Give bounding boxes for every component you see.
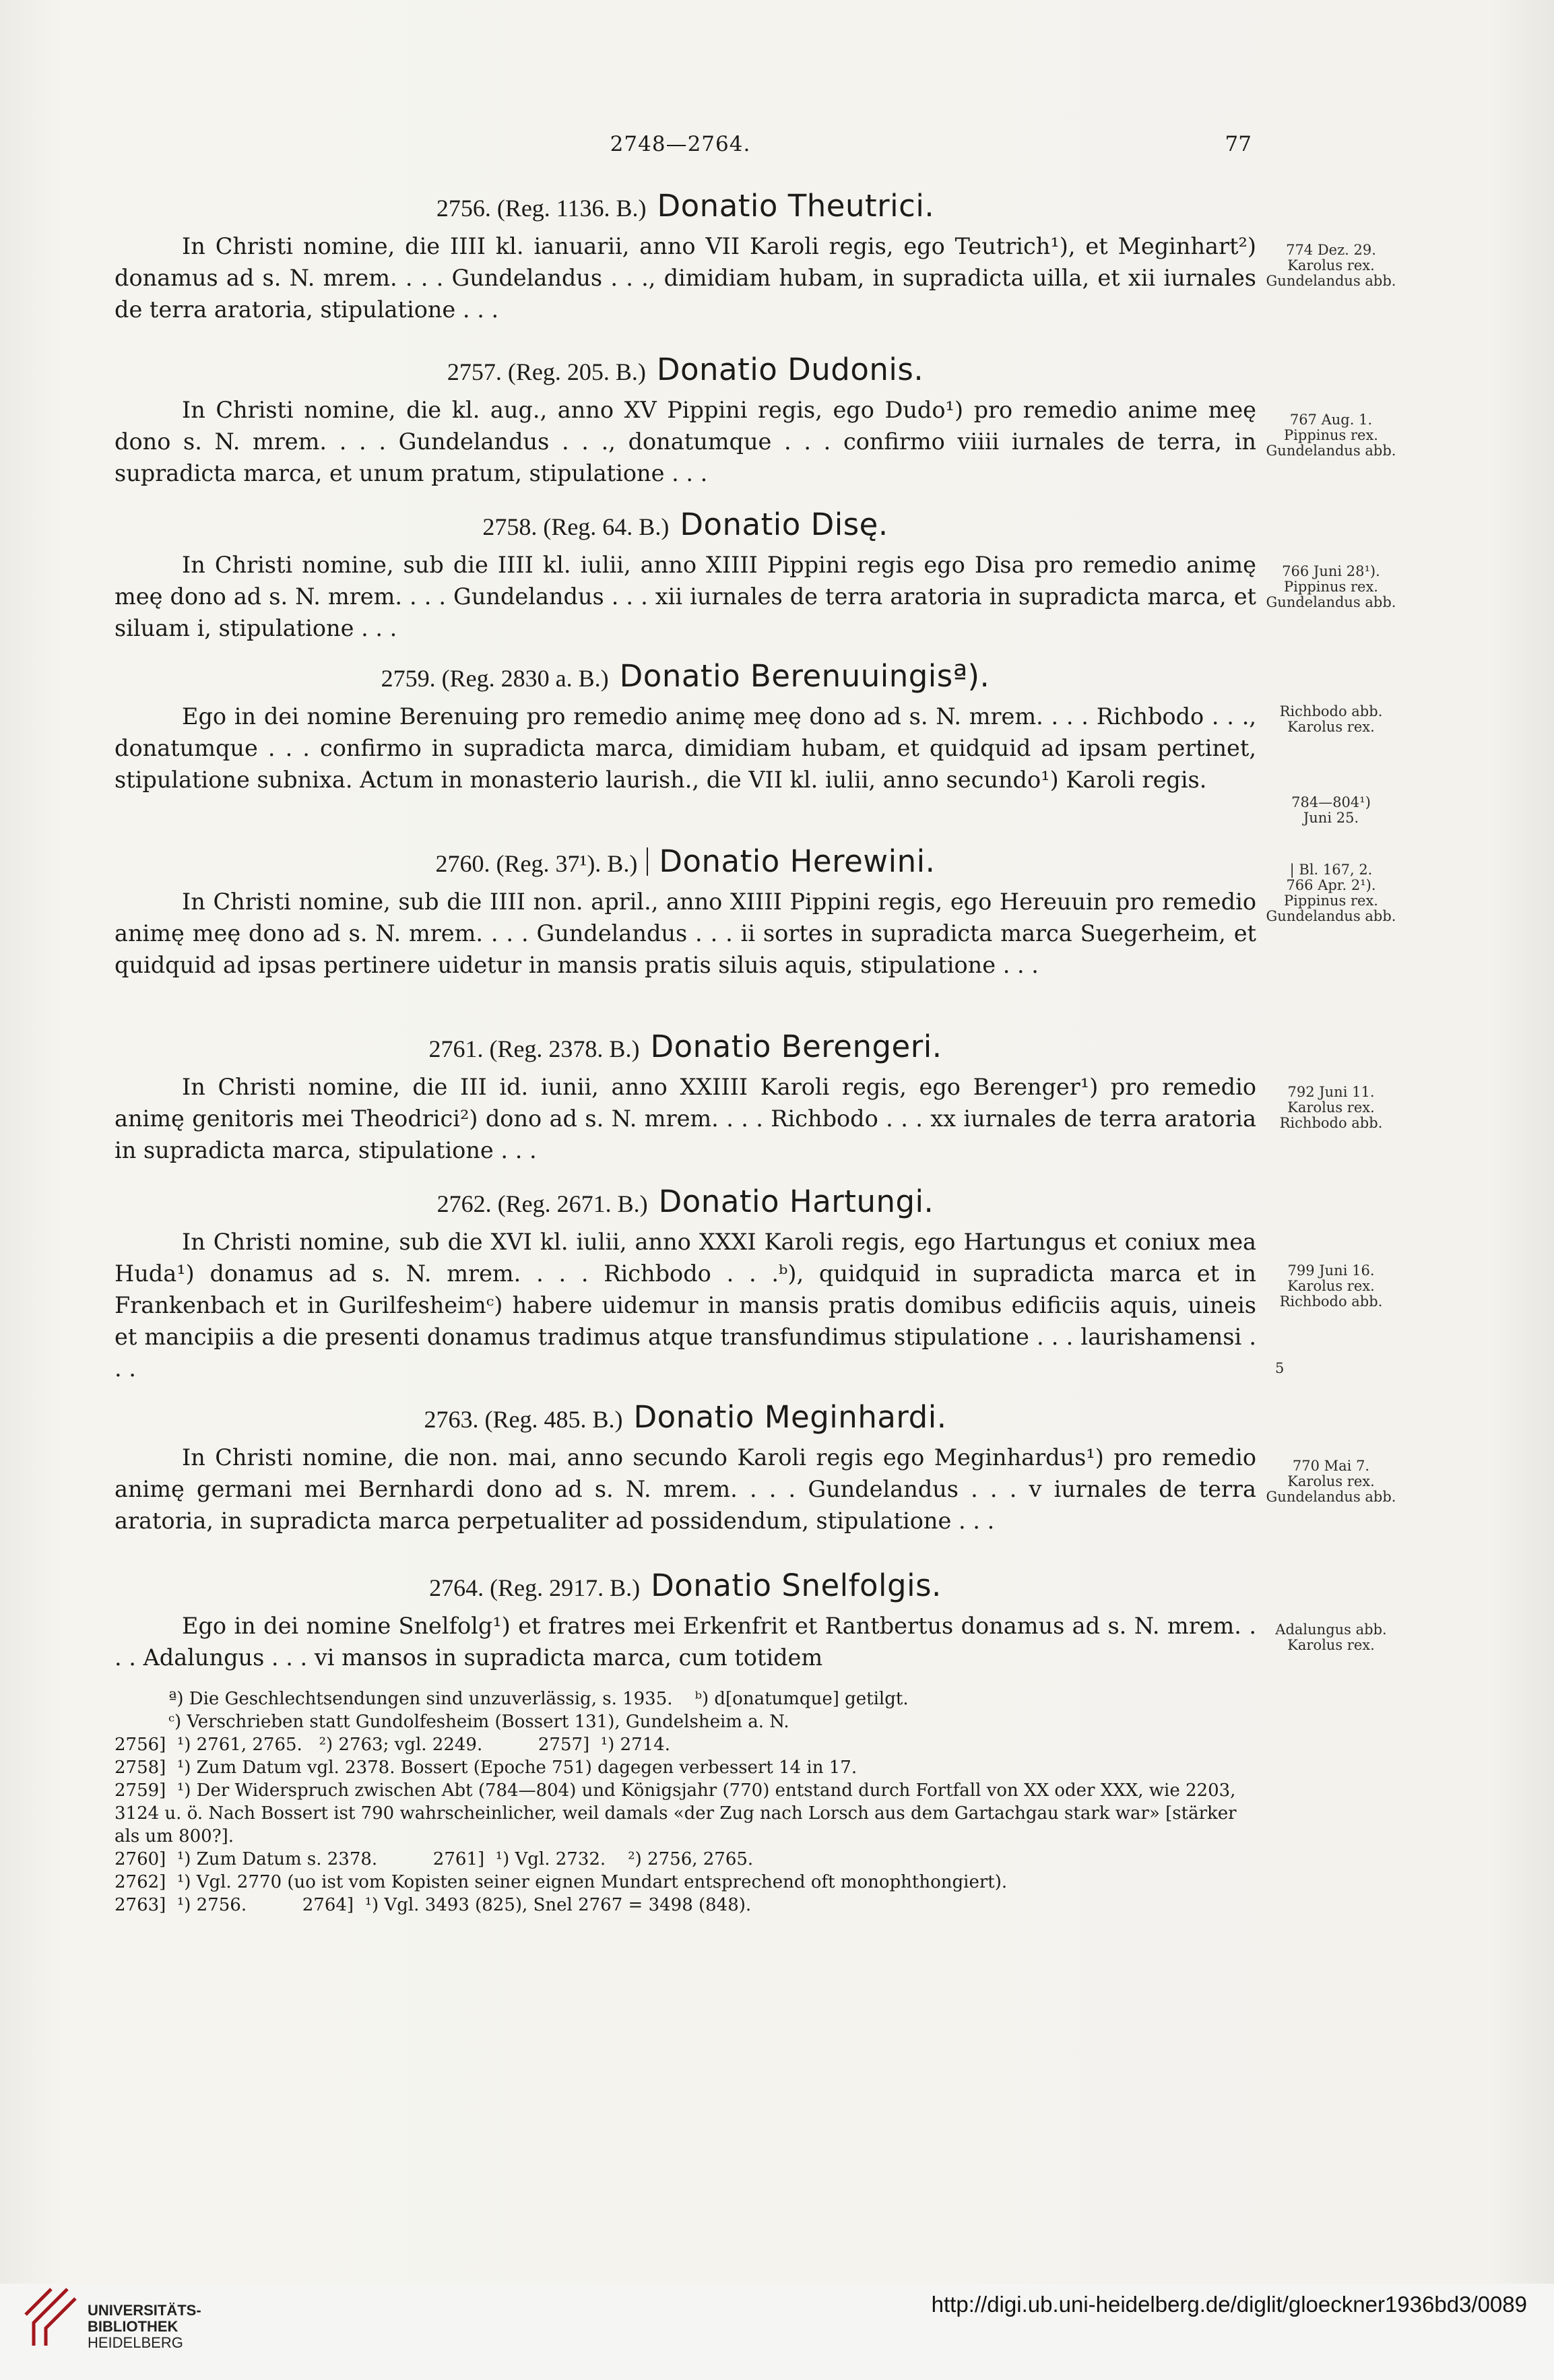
footnotes [115,1687,1260,1917]
viewer-footer [0,2284,1554,2380]
footnote-line: 2758] ¹) Zum Datum vgl. 2378. Bossert (Epoche 751) dagegen verbessert 14 in 17. [115,1758,857,1778]
entry-2759 [115,660,1256,796]
margin-line-number: 5 [1275,1360,1285,1376]
entry-text: In Christi nomine, die IIII kl. ianuarii, anno VII Karoli regis, ego Teutrich¹), et Meginhart²) donamus ad s. N. mrem. . . . Gundelandus . . ., dimidiam hubam, in supradicta uilla, et xii iurnales de terra aratoria, stipulatione . . . [115,233,1256,323]
entry-2762 [115,1186,1256,1384]
margin-note-2757: 767 Aug. 1. Pippinus rex. Gundelandus abb. [1266,412,1396,459]
footnote-line: 2756] ¹) 2761, 2765. ²) 2763; vgl. 2249. 2757] ¹) 2714. [115,1735,670,1755]
entry-text: Ego in dei nomine Berenuing pro remedio animę meę dono ad s. N. mrem. . . . Richbodo . . ., donatumque . . . confirmo in supradicta marca, dimidiam hubam, et quidquid ad ipsam pertinet, stipulatione subnixa. Actum in monasterio laurish., die VII kl. iulii, anno secundo¹) Karoli regis. [115,703,1256,793]
margin-note-2756: 774 Dez. 29. Karolus rex. Gundelandus abb. [1266,242,1396,289]
page-number: 77 [1225,132,1252,156]
entry-title: 2760. (Reg. 37¹). B.) Donatio Herewini. [435,843,936,879]
entry-text: In Christi nomine, die non. mai, anno secundo Karoli regis ego Meginhardus¹) pro remedio animę germani mei Bernhardi dono ad s. N. mrem. . . . Gundelandus . . . v iurnales de terra aratoria, in supradicta marca perpetualiter ad possidendum, stipulatione . . . [115,1444,1256,1534]
footnote-c: ᶜ) Verschrieben statt Gundolfesheim (Bossert 131), Gundelsheim a. N. [168,1712,789,1732]
margin-note-2759: Richbodo abb. Karolus rex. [1279,703,1383,735]
entry-2760 [115,845,1256,981]
entry-text: In Christi nomine, die kl. aug., anno XV Pippini regis, ego Dudo¹) pro remedio anime meę dono s. N. mrem. . . . Gundelandus . . ., donatumque . . . confirmo viiii iurnales de terra, in supradicta marca, et unum pratum, stipulatione . . . [115,397,1256,486]
entry-title: 2757. (Reg. 205. B.) Donatio Dudonis. [447,352,924,387]
entry-title: 2762. (Reg. 2671. B.) Donatio Hartungi. [436,1184,934,1219]
margin-note-2763: 770 Mai 7. Karolus rex. Gundelandus abb. [1266,1458,1396,1505]
entry-text: In Christi nomine, sub die IIII kl. iulii, anno XIIII Pippini regis ego Disa pro remedio animę meę dono ad s. N. mrem. . . . Gundelandus . . . xii iurnales de terra aratoria in supradicta marca, et siluam i, stipulatione . . . [115,552,1256,641]
entry-name: Donatio Theutrici. [657,188,935,224]
running-head-range: 2748—2764. [610,132,751,156]
entry-2763 [115,1401,1256,1537]
margin-note-2759-date: 784—804¹) Juni 25. [1291,794,1371,826]
footnote-a-b: ª) Die Geschlechtsendungen sind unzuverlässig, s. 1935. ᵇ) d[onatumque] getilgt. [168,1689,909,1709]
footnote-line: 2763] ¹) 2756. 2764] ¹) Vgl. 3493 (825), Snel 2767 = 3498 (848). [115,1895,752,1915]
entry-text: Ego in dei nomine Snelfolg¹) et fratres mei Erkenfrit et Rantbertus donamus ad s. N. mrem. . . . Adalungus . . . vi mansos in supradicta marca, cum totidem [115,1613,1256,1671]
library-name: UNIVERSITÄTS- BIBLIOTHEK HEIDELBERG [88,2302,201,2351]
entry-title: 2758. (Reg. 64. B.) Donatio Disę. [482,507,888,542]
entry-reg: 2756. (Reg. 1136. B.) [436,195,647,222]
margin-note-2758: 766 Juni 28¹). Pippinus rex. Gundelandus abb. [1266,563,1396,610]
entry-title [115,190,1256,225]
entry-2764 [115,1570,1256,1673]
document-url-link[interactable]: http://digi.ub.uni-heidelberg.de/diglit/gloeckner1936bd3/0089 [931,2292,1527,2317]
margin-note-2761: 792 Juni 11. Karolus rex. Richbodo abb. [1279,1084,1383,1131]
margin-note-2764: Adalungus abb. Karolus rex. [1275,1621,1387,1653]
entry-text: In Christi nomine, sub die XVI kl. iulii, anno XXXI Karoli regis, ego Hartungus et coniux mea Huda¹) donamus ad s. N. mrem. . . . Richbodo . . .ᵇ), quidquid in supradicta marca et in Frankenbach et in Gurilfesheimᶜ) habere uidemur in mansis pratis domibus edificiis aquis, uineis et mancipiis a die presenti donamus tradimus atque transfundimus stipulatione . . . laurishamensi . . . [115,1229,1256,1382]
running-head [108,132,1253,166]
entry-title: 2764. (Reg. 2917. B.) Donatio Snelfolgis. [429,1568,942,1603]
entry-title: 2759. (Reg. 2830 a. B.) Donatio Berenuuingisª). [381,658,990,694]
entry-title: 2763. (Reg. 485. B.) Donatio Meginhardi. [424,1399,947,1435]
footnote-line: 2760] ¹) Zum Datum s. 2378. 2761] ¹) Vgl. 2732. ²) 2756, 2765. [115,1849,754,1869]
entry-2758 [115,509,1256,644]
entry-title: 2761. (Reg. 2378. B.) Donatio Berengeri. [428,1029,942,1064]
entry-2756 [115,190,1256,325]
footnote-line: 2759] ¹) Der Widerspruch zwischen Abt (784—804) und Königsjahr (770) entstand durch Fortfall von XX oder XXX, wie 2203, 3124 u. ö. Nach Bossert ist 790 wahrscheinlicher, weil damals «der Zug nach Lorsch aus dem Gartachgau stark war» [stärker als um 800?]. [115,1780,1242,1846]
entry-2761 [115,1031,1256,1166]
margin-note-2760: | Bl. 167, 2. 766 Apr. 2¹). Pippinus rex. Gundelandus abb. [1266,862,1396,924]
entry-2757 [115,354,1256,489]
entry-text: In Christi nomine, die III id. iunii, anno XXIIII Karoli regis, ego Berenger¹) pro remedio animę genitoris mei Theodrici²) dono ad s. N. mrem. . . . Richbodo . . . xx iurnales de terra aratoria in supradicta marca, stipulatione . . . [115,1074,1256,1163]
footnote-line: 2762] ¹) Vgl. 2770 (uo ist vom Kopisten seiner eignen Mundart entsprechend oft monophthongiert). [115,1872,1008,1892]
margin-note-2762: 799 Juni 16. Karolus rex. Richbodo abb. [1279,1262,1383,1310]
entry-text: In Christi nomine, sub die IIII non. april., anno XIIII Pippini regis, ego Hereuuin pro remedio animę meę dono ad s. N. mrem. . . . Gundelandus . . . ii sortes in supradicta marca Suegerheim, et quidquid ad ipsas pertinere uidetur in mansis pratis siluis aquis, stipulatione . . . [115,889,1256,978]
column-mark [647,847,648,876]
library-logo-icon [20,2284,81,2351]
